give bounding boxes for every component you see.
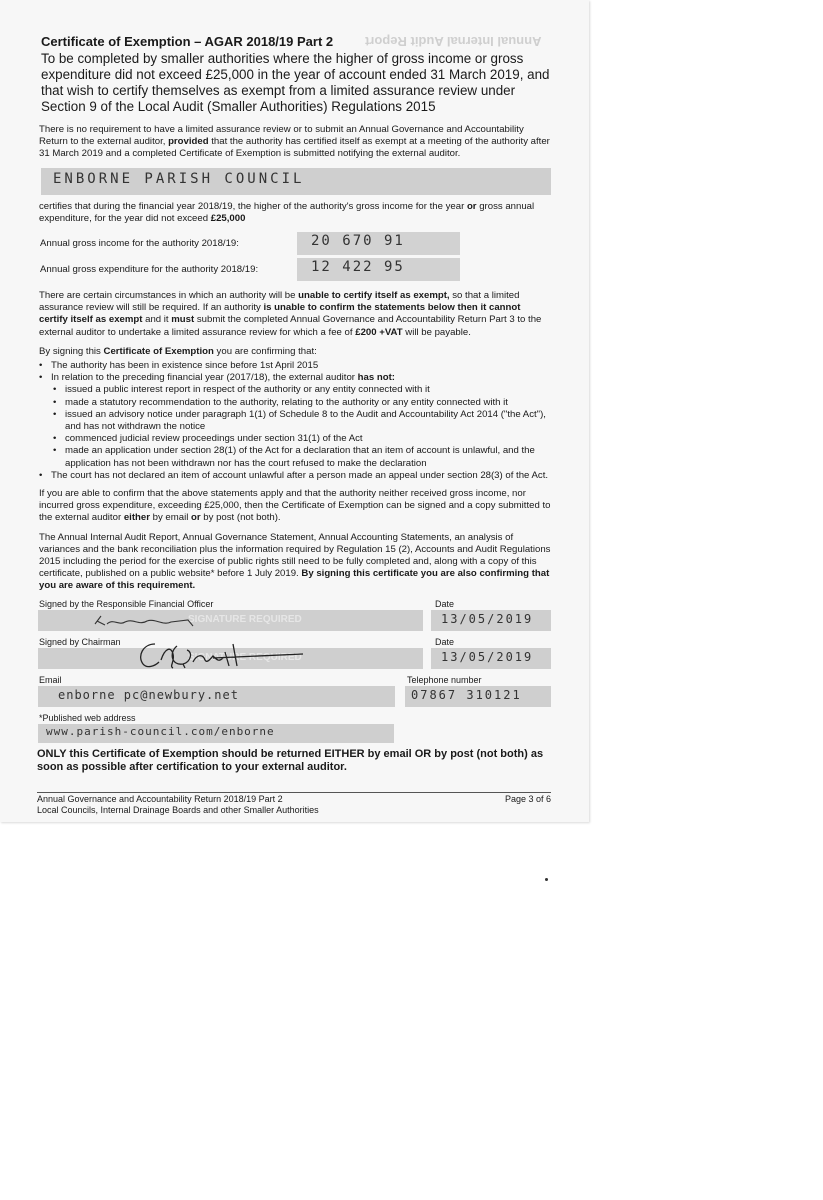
bleed-through-text: Annual Internal Audit Report: [365, 34, 542, 49]
income-value: 20 670 91: [311, 233, 405, 250]
rfo-date-value: 13/05/2019: [441, 611, 534, 626]
scan-speck: [545, 878, 548, 881]
rfo-date-field[interactable]: [431, 610, 551, 631]
chair-date-label: Date: [435, 636, 455, 647]
rfo-signature-placeholder: SIGNATURE REQUIRED: [188, 613, 302, 625]
expenditure-row: [37, 258, 551, 282]
rfo-signature-block: [37, 598, 551, 636]
certifies-paragraph: certifies that during the financial year 2018/19, the higher of the authority's gross income for the year or gross annual expenditure, for the year did not exceed £25,000: [39, 200, 535, 224]
page-subtitle: To be completed by smaller authorities where the higher of gross income or gross expenditure did not exceed £25,000 in the year of account ended 31 March 2019, and that wish to certify themselves as exempt from a limited assurance review under Section 9 of the Local Audit (Smaller Authorities) Regulations 2015: [41, 51, 550, 114]
list-item: • The court has not declared an item of account unlawful after a person made an appeal under section 28(3) of the Act.: [49, 470, 551, 482]
auditor-sublist: [51, 384, 551, 469]
expenditure-label: Annual gross expenditure for the authority 2018/19:: [40, 264, 259, 276]
chair-signature-block: [37, 636, 551, 674]
list-item: • The authority has been in existence since before 1st April 2015: [49, 360, 551, 372]
footer-line-2: Local Councils, Internal Drainage Boards and other Smaller Authorities: [37, 804, 319, 815]
chair-label: Signed by Chairman: [39, 636, 121, 647]
chair-date-field[interactable]: [431, 648, 551, 669]
confirm-paragraph: If you are able to confirm that the above statements apply and that the authority neither received gross income, nor incurred gross expenditure, exceeding £25,000, then the Certificate of Exemption can be signed and a copy submitted to the external auditor either by email or by post (not both).: [39, 488, 551, 524]
phone-label: Telephone number: [407, 674, 482, 685]
phone-field[interactable]: [405, 686, 551, 707]
rfo-date-label: Date: [435, 598, 455, 609]
web-field[interactable]: [38, 724, 394, 743]
return-note: ONLY this Certificate of Exemption should be returned EITHER by email OR by post (not both) as soon as possible after certification to your external auditor.: [37, 747, 544, 773]
circumstances-paragraph: There are certain circumstances in which an authority will be unable to certify itself as exempt, so that a limited assurance review will still be required. If an authority is unable to confirm the statements below then it cannot certify itself as exempt and it must submit the completed Annual Governance and Accountability Return Part 3 to the external auditor to undertake a limited assurance review for which a fee of £200 +VAT will be payable.: [39, 290, 542, 338]
authority-name-value: ENBORNE PARISH COUNCIL: [53, 170, 305, 187]
intro-paragraph: There is no requirement to have a limited assurance review or to submit an Annual Governance and Accountability Return to the external auditor, provided that the authority has certified itself as exempt at a meeting of the authority after 31 March 2019 and a completed Certificate of Exemption is submitted notifying the external auditor.: [39, 124, 550, 160]
web-label: *Published web address: [39, 712, 136, 723]
chair-signature-field[interactable]: [38, 648, 423, 669]
rfo-label: Signed by the Responsible Financial Officer: [39, 598, 214, 609]
income-field[interactable]: [297, 232, 460, 255]
document-page: [0, 0, 589, 822]
email-value: enborne pc@newbury.net: [58, 687, 239, 702]
chair-signature-placeholder: SIGNATURE REQUIRED: [188, 651, 302, 663]
income-label: Annual gross income for the authority 2018/19:: [40, 238, 239, 250]
expenditure-value: 12 422 95: [311, 259, 405, 276]
web-value: www.parish-council.com/enborne: [46, 724, 275, 738]
email-label: Email: [39, 674, 62, 685]
page-footer: [37, 792, 551, 815]
income-row: [37, 232, 551, 256]
phone-value: 07867 310121: [411, 687, 522, 702]
web-block: [37, 712, 551, 745]
certificate-body: [37, 34, 551, 774]
list-item: • issued a public interest report in respect of the authority or any entity connected with it: [63, 384, 551, 396]
chair-signature-scrawl: [133, 638, 308, 672]
rfo-signature-scrawl: [93, 612, 203, 630]
chair-date-value: 13/05/2019: [441, 649, 534, 664]
footer-line-1: Annual Governance and Accountability Return 2018/19 Part 2: [37, 794, 283, 804]
list-item: • issued an advisory notice under paragraph 1(1) of Schedule 8 to the Audit and Accountability Act 2014 ("the Act"), and has not withdrawn the notice: [63, 409, 551, 433]
page-title: Certificate of Exemption – AGAR 2018/19 Part 2: [41, 34, 334, 49]
email-field[interactable]: [38, 686, 395, 707]
confirmation-list: [37, 360, 551, 482]
list-item: • In relation to the preceding financial year (2017/18), the external auditor has not: • issued a public interest report in respect of the authority or any entity connected with it • made a statutory recommendation to the authority, relating to the authority or any entity connected with it • issued an advisory notice under paragraph 1(1) of Schedule 8 to the Audit and Accountability Act 2014 ("the Act"), and has not withdrawn the notice • commenced judicial review proceedings under section 31(1) of the Act • made an application under section 28(1) of the Act for a declaration that an item of account is unlawful, and the application has not been withdrawn nor has the court refused to make the declaration: [49, 372, 551, 470]
list-item: • commenced judicial review proceedings under section 31(1) of the Act: [63, 433, 551, 445]
signing-intro: By signing this Certificate of Exemption you are confirming that:: [39, 345, 317, 357]
rfo-signature-field[interactable]: [38, 610, 423, 631]
page-number: Page 3 of 6: [504, 794, 551, 804]
contact-block: [37, 674, 551, 712]
publish-paragraph: The Annual Internal Audit Report, Annual Governance Statement, Annual Accounting Statements, an analysis of variances and the bank reconciliation plus the information required by Regulation 15 (2), Accounts and Audit Regulations 2015 including the period for the exercise of public rights still need to be fully completed and, along with a copy of this certificate, published on a public website* before 1 July 2019. By signing this certificate you are also confirming that you are aware of this requirement.: [39, 531, 551, 592]
expenditure-field[interactable]: [297, 258, 460, 281]
authority-name-field[interactable]: [41, 168, 551, 195]
list-item: • made an application under section 28(1) of the Act for a declaration that an item of account is unlawful, and the application has not been withdrawn nor has the court refused to make the declaration: [63, 445, 551, 469]
list-item: • made a statutory recommendation to the authority, relating to the authority or any entity connected with it: [63, 397, 551, 409]
